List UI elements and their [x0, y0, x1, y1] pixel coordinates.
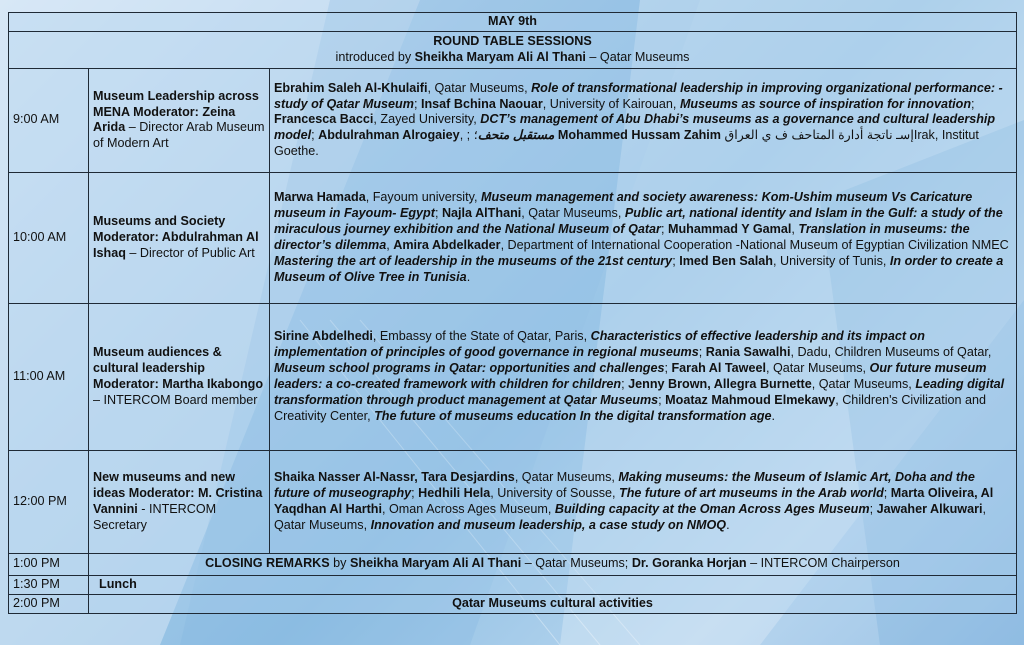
introducer-name: Sheikha Maryam Ali Al Thani: [414, 49, 586, 64]
round-table-intro: introduced by Sheikha Maryam Ali Al Thani – Qatar Museums: [335, 49, 690, 64]
activities-row: [9, 594, 1017, 613]
session-papers: Shaika Nasser Al-Nassr, Tara Desjardins, Qatar Museums, Making museums: the Museum of Islamic Art, Doha and the future of museography; Hedhili Hela, University of Sousse, The future of art museums in the Arab world; Marta Oliveira, Al Yaqdhan Al Harthi, Oman Across Ages Museum, Building capacity at the Oman Across Ages Museum; Jawaher Alkuwari, Qatar Museums, Innovation and museum leadership, a case study on NMOQ.: [270, 450, 1017, 553]
activities-label: Qatar Museums cultural activities: [89, 594, 1017, 613]
session-row: [9, 68, 1017, 172]
schedule-table: [8, 12, 1017, 614]
closing-remarks: CLOSING REMARKS by Sheikha Maryam Ali Al Thani – Qatar Museums; Dr. Goranka Horjan – INTERCOM Chairperson: [89, 553, 1017, 575]
session-time: 10:00 AM: [9, 172, 89, 303]
round-table-row: [9, 31, 1017, 68]
session-row: [9, 303, 1017, 450]
lunch-time: 1:30 PM: [9, 575, 89, 594]
session-papers: Marwa Hamada, Fayoum university, Museum management and society awareness: Kom-Ushim museum Vs Caricature museum in Fayoum- Egypt; Najla AlThani, Qatar Museums, Public art, national identity and Islam in the Gulf: a study of the miraculous journey exhibition and the National Museum of Qatar; Muhammad Y Gamal, Translation in museums: the director’s dilemma, Amira Abdelkader, Department of International Cooperation -National Museum of Egyptian Civilization NMEC Mastering the art of leadership in the museums of the 21st century; Imed Ben Salah, University of Tunis, In order to create a Museum of Olive Tree in Tunisia.: [270, 172, 1017, 303]
lunch-row: [9, 575, 1017, 594]
closing-row: [9, 553, 1017, 575]
session-time: 11:00 AM: [9, 303, 89, 450]
lunch-label: Lunch: [89, 575, 1017, 594]
closing-time: 1:00 PM: [9, 553, 89, 575]
session-title: Museums and Society Moderator: Abdulrahman Al Ishaq – Director of Public Art: [89, 172, 270, 303]
session-row: [9, 450, 1017, 553]
activities-time: 2:00 PM: [9, 594, 89, 613]
round-table-title: ROUND TABLE SESSIONS: [433, 34, 592, 48]
session-title: Museum audiences & cultural leadership Moderator: Martha Ikabongo – INTERCOM Board member: [89, 303, 270, 450]
date-heading: MAY 9th: [9, 13, 1017, 32]
session-time: 9:00 AM: [9, 68, 89, 172]
session-title: New museums and new ideas Moderator: M. Cristina Vannini - INTERCOM Secretary: [89, 450, 270, 553]
session-papers: Ebrahim Saleh Al-Khulaifi, Qatar Museums, Role of transformational leadership in improving organizational performance: - study of Qatar Museum; Insaf Bchina Naouar, University of Kairouan, Museums as source of inspiration for innovation; Francesca Bacci, Zayed University, DCT’s management of Abu Dhabi’s museums as a governance and cultural leadership model; Abdulrahman Alrogaiey, ; مستقبل متحف؛ Mohammed Hussam Zahim إسـ ناتجة أدارة المتاحف ف ي العراقIrak, Institut Goethe.: [270, 68, 1017, 172]
session-time: 12:00 PM: [9, 450, 89, 553]
session-title: Museum Leadership across MENA Moderator: Zeina Arida – Director Arab Museum of Modern Art: [89, 68, 270, 172]
session-row: [9, 172, 1017, 303]
date-row: [9, 13, 1017, 32]
session-papers: Sirine Abdelhedi, Embassy of the State of Qatar, Paris, Characteristics of effective leadership and its impact on implementation of principles of good governance in regional museums; Rania Sawalhi, Dadu, Children Museums of Qatar, Museum school programs in Qatar: opportunities and challenges; Farah Al Taweel, Qatar Museums, Our future museum leaders: a co-created framework with children for children; Jenny Brown, Allegra Burnette, Qatar Museums, Leading digital transformation through product management at Qatar Museums; Moataz Mahmoud Elmekawy, Children's Civilization and Creativity Center, The future of museums education In the digital transformation age.: [270, 303, 1017, 450]
round-table-header: [9, 31, 1017, 68]
